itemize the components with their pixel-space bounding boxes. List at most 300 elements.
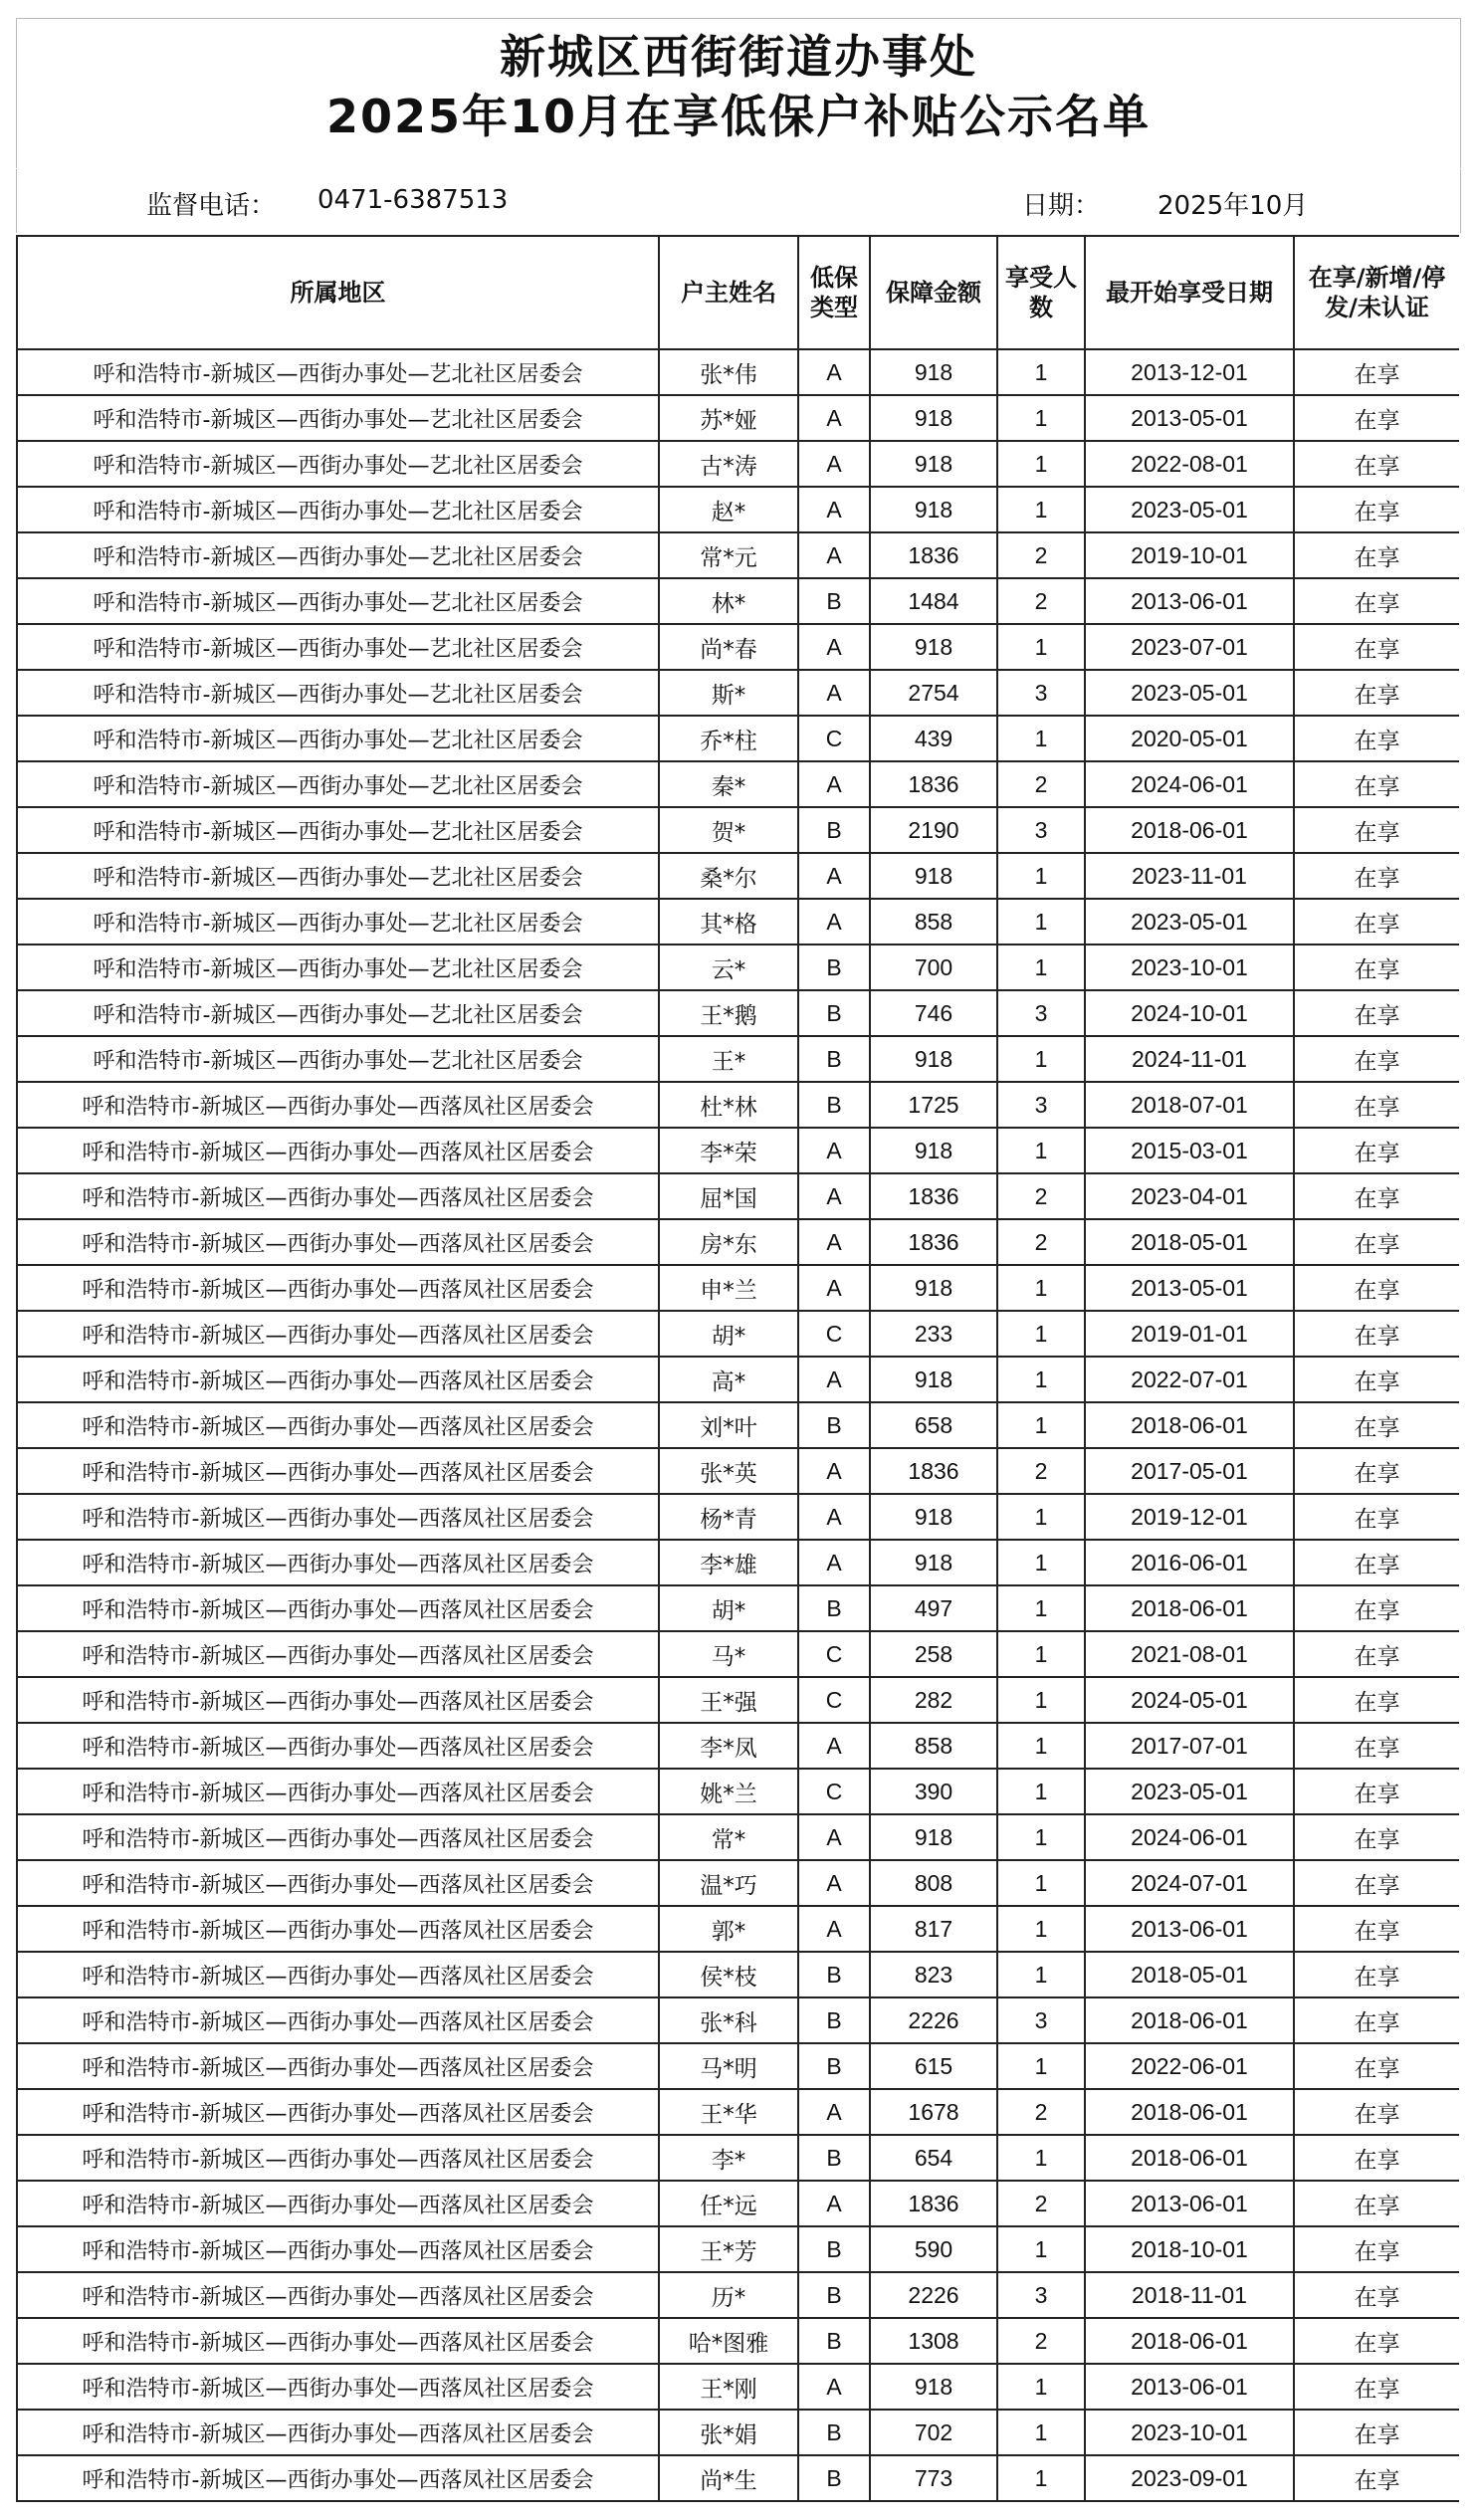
table-row (17, 2089, 1459, 2135)
cell-status: 在享 (1294, 349, 1459, 395)
cell-people: 3 (997, 1997, 1085, 2043)
table-row (17, 1677, 1459, 1723)
table-row (17, 1219, 1459, 1265)
cell-people: 2 (997, 2181, 1085, 2226)
cell-amount: 439 (870, 716, 997, 761)
cell-amount: 1678 (870, 2089, 997, 2135)
cell-area: 呼和浩特市-新城区—西街办事处—西落凤社区居委会 (17, 1860, 659, 1906)
cell-start-date: 2024-10-01 (1085, 990, 1294, 1036)
cell-name: 云* (659, 945, 798, 990)
cell-type: A (798, 1540, 870, 1585)
cell-people: 1 (997, 1860, 1085, 1906)
cell-start-date: 2024-11-01 (1085, 1036, 1294, 1082)
cell-start-date: 2018-06-01 (1085, 1997, 1294, 2043)
cell-start-date: 2023-10-01 (1085, 2410, 1294, 2455)
cell-type: B (798, 2410, 870, 2455)
cell-area: 呼和浩特市-新城区—西街办事处—西落凤社区居委会 (17, 1357, 659, 1402)
cell-people: 2 (997, 1448, 1085, 1494)
cell-amount: 918 (870, 1265, 997, 1311)
cell-type: A (798, 2181, 870, 2226)
cell-area: 呼和浩特市-新城区—西街办事处—艺北社区居委会 (17, 1036, 659, 1082)
cell-type: B (798, 578, 870, 624)
cell-area: 呼和浩特市-新城区—西街办事处—西落凤社区居委会 (17, 2226, 659, 2272)
cell-name: 王*刚 (659, 2364, 798, 2410)
cell-people: 1 (997, 899, 1085, 945)
cell-start-date: 2023-05-01 (1085, 487, 1294, 532)
cell-name: 李*雄 (659, 1540, 798, 1585)
cell-people: 3 (997, 990, 1085, 1036)
cell-people: 1 (997, 2043, 1085, 2089)
cell-start-date: 2013-06-01 (1085, 1906, 1294, 1952)
cell-name: 张*娟 (659, 2410, 798, 2455)
cell-start-date: 2022-08-01 (1085, 441, 1294, 487)
cell-people: 1 (997, 1769, 1085, 1814)
cell-status: 在享 (1294, 1082, 1459, 1128)
cell-name: 王*鹅 (659, 990, 798, 1036)
cell-people: 3 (997, 2272, 1085, 2318)
cell-amount: 654 (870, 2135, 997, 2181)
cell-status: 在享 (1294, 2226, 1459, 2272)
cell-status: 在享 (1294, 853, 1459, 899)
cell-area: 呼和浩特市-新城区—西街办事处—艺北社区居委会 (17, 670, 659, 716)
cell-start-date: 2018-05-01 (1085, 1952, 1294, 1997)
cell-start-date: 2024-06-01 (1085, 1814, 1294, 1860)
cell-people: 1 (997, 2455, 1085, 2501)
cell-people: 1 (997, 487, 1085, 532)
cell-amount: 918 (870, 1814, 997, 1860)
cell-amount: 1308 (870, 2318, 997, 2364)
cell-status: 在享 (1294, 2364, 1459, 2410)
cell-status: 在享 (1294, 624, 1459, 670)
cell-start-date: 2018-06-01 (1085, 2089, 1294, 2135)
cell-area: 呼和浩特市-新城区—西街办事处—西落凤社区居委会 (17, 1952, 659, 1997)
cell-amount: 808 (870, 1860, 997, 1906)
cell-area: 呼和浩特市-新城区—西街办事处—西落凤社区居委会 (17, 1769, 659, 1814)
table-row (17, 2135, 1459, 2181)
cell-start-date: 2018-06-01 (1085, 2135, 1294, 2181)
cell-amount: 497 (870, 1585, 997, 1631)
cell-people: 1 (997, 1814, 1085, 1860)
table-row (17, 1631, 1459, 1677)
cell-people: 2 (997, 1173, 1085, 1219)
cell-area: 呼和浩特市-新城区—西街办事处—艺北社区居委会 (17, 899, 659, 945)
cell-name: 温*巧 (659, 1860, 798, 1906)
cell-status: 在享 (1294, 1494, 1459, 1540)
cell-status: 在享 (1294, 807, 1459, 853)
cell-name: 张*科 (659, 1997, 798, 2043)
cell-type: A (798, 395, 870, 441)
cell-status: 在享 (1294, 1585, 1459, 1631)
cell-start-date: 2023-09-01 (1085, 2455, 1294, 2501)
cell-amount: 918 (870, 624, 997, 670)
table-row (17, 761, 1459, 807)
cell-amount: 233 (870, 1311, 997, 1357)
table-row (17, 945, 1459, 990)
date-label: 日期： (1022, 191, 1101, 221)
cell-amount: 918 (870, 441, 997, 487)
cell-status: 在享 (1294, 1906, 1459, 1952)
cell-area: 呼和浩特市-新城区—西街办事处—西落凤社区居委会 (17, 2135, 659, 2181)
cell-people: 2 (997, 2318, 1085, 2364)
cell-area: 呼和浩特市-新城区—西街办事处—艺北社区居委会 (17, 487, 659, 532)
cell-name: 刘*叶 (659, 1402, 798, 1448)
cell-status: 在享 (1294, 2318, 1459, 2364)
cell-type: A (798, 1814, 870, 1860)
cell-type: A (798, 349, 870, 395)
table-row (17, 2455, 1459, 2501)
cell-name: 桑*尔 (659, 853, 798, 899)
cell-name: 房*东 (659, 1219, 798, 1265)
meta-row (16, 169, 1461, 233)
table-row (17, 1952, 1459, 1997)
cell-start-date: 2018-05-01 (1085, 1219, 1294, 1265)
cell-area: 呼和浩特市-新城区—西街办事处—艺北社区居委会 (17, 716, 659, 761)
cell-start-date: 2017-05-01 (1085, 1448, 1294, 1494)
table-row (17, 1585, 1459, 1631)
cell-amount: 2190 (870, 807, 997, 853)
cell-people: 2 (997, 761, 1085, 807)
cell-status: 在享 (1294, 1402, 1459, 1448)
cell-amount: 2754 (870, 670, 997, 716)
cell-amount: 1836 (870, 761, 997, 807)
office-title: 新城区西街街道办事处 (500, 30, 977, 84)
cell-type: A (798, 1723, 870, 1769)
cell-amount: 918 (870, 487, 997, 532)
cell-start-date: 2023-05-01 (1085, 670, 1294, 716)
cell-people: 2 (997, 2089, 1085, 2135)
cell-start-date: 2013-06-01 (1085, 578, 1294, 624)
cell-name: 赵* (659, 487, 798, 532)
cell-name: 常*元 (659, 532, 798, 578)
table-body (17, 349, 1459, 2501)
cell-amount: 615 (870, 2043, 997, 2089)
table-row (17, 899, 1459, 945)
table-row (17, 2181, 1459, 2226)
header-amount: 保障金额 (870, 236, 997, 349)
cell-type: A (798, 853, 870, 899)
cell-name: 张*伟 (659, 349, 798, 395)
cell-amount: 746 (870, 990, 997, 1036)
cell-type: A (798, 2089, 870, 2135)
table-row (17, 1173, 1459, 1219)
cell-name: 胡* (659, 1585, 798, 1631)
cell-name: 其*格 (659, 899, 798, 945)
document-title: 2025年10月在享低保户补贴公示名单 (325, 90, 1152, 143)
cell-name: 王*强 (659, 1677, 798, 1723)
cell-name: 苏*娅 (659, 395, 798, 441)
cell-status: 在享 (1294, 1173, 1459, 1219)
cell-area: 呼和浩特市-新城区—西街办事处—西落凤社区居委会 (17, 1814, 659, 1860)
table-row (17, 1494, 1459, 1540)
cell-people: 3 (997, 807, 1085, 853)
table-row (17, 578, 1459, 624)
cell-people: 1 (997, 1677, 1085, 1723)
cell-name: 李*凤 (659, 1723, 798, 1769)
cell-people: 1 (997, 853, 1085, 899)
cell-start-date: 2019-01-01 (1085, 1311, 1294, 1357)
cell-start-date: 2023-10-01 (1085, 945, 1294, 990)
cell-amount: 2226 (870, 1997, 997, 2043)
cell-area: 呼和浩特市-新城区—西街办事处—西落凤社区居委会 (17, 1540, 659, 1585)
cell-status: 在享 (1294, 990, 1459, 1036)
cell-status: 在享 (1294, 2455, 1459, 2501)
cell-status: 在享 (1294, 487, 1459, 532)
cell-amount: 918 (870, 349, 997, 395)
cell-start-date: 2018-06-01 (1085, 2318, 1294, 2364)
cell-area: 呼和浩特市-新城区—西街办事处—西落凤社区居委会 (17, 1219, 659, 1265)
cell-area: 呼和浩特市-新城区—西街办事处—西落凤社区居委会 (17, 1585, 659, 1631)
table-row (17, 1769, 1459, 1814)
cell-status: 在享 (1294, 899, 1459, 945)
cell-name: 李* (659, 2135, 798, 2181)
table-row (17, 1311, 1459, 1357)
cell-type: A (798, 2364, 870, 2410)
cell-type: B (798, 2272, 870, 2318)
cell-type: A (798, 761, 870, 807)
cell-amount: 282 (870, 1677, 997, 1723)
subsidy-table (16, 235, 1459, 2502)
cell-amount: 700 (870, 945, 997, 990)
cell-amount: 258 (870, 1631, 997, 1677)
phone-number: 0471-6387513 (317, 185, 509, 215)
cell-start-date: 2023-11-01 (1085, 853, 1294, 899)
cell-area: 呼和浩特市-新城区—西街办事处—艺北社区居委会 (17, 349, 659, 395)
cell-type: B (798, 1997, 870, 2043)
cell-start-date: 2016-06-01 (1085, 1540, 1294, 1585)
cell-area: 呼和浩特市-新城区—西街办事处—艺北社区居委会 (17, 807, 659, 853)
cell-status: 在享 (1294, 2043, 1459, 2089)
cell-status: 在享 (1294, 532, 1459, 578)
table-row (17, 624, 1459, 670)
cell-status: 在享 (1294, 2272, 1459, 2318)
header-type: 低保类型 (798, 236, 870, 349)
cell-name: 马* (659, 1631, 798, 1677)
cell-status: 在享 (1294, 578, 1459, 624)
header-start-date: 最开始享受日期 (1085, 236, 1294, 349)
cell-people: 1 (997, 2410, 1085, 2455)
table-row (17, 395, 1459, 441)
cell-type: C (798, 1769, 870, 1814)
cell-start-date: 2022-07-01 (1085, 1357, 1294, 1402)
cell-name: 王*华 (659, 2089, 798, 2135)
cell-amount: 918 (870, 1540, 997, 1585)
cell-start-date: 2018-10-01 (1085, 2226, 1294, 2272)
cell-amount: 817 (870, 1906, 997, 1952)
table-row (17, 349, 1459, 395)
cell-start-date: 2018-06-01 (1085, 1585, 1294, 1631)
cell-name: 郭* (659, 1906, 798, 1952)
cell-area: 呼和浩特市-新城区—西街办事处—西落凤社区居委会 (17, 1723, 659, 1769)
cell-type: C (798, 1677, 870, 1723)
cell-start-date: 2018-07-01 (1085, 1082, 1294, 1128)
cell-start-date: 2018-06-01 (1085, 807, 1294, 853)
cell-area: 呼和浩特市-新城区—西街办事处—艺北社区居委会 (17, 624, 659, 670)
cell-type: A (798, 899, 870, 945)
cell-people: 1 (997, 1723, 1085, 1769)
cell-amount: 1725 (870, 1082, 997, 1128)
header-area: 所属地区 (17, 236, 659, 349)
cell-amount: 918 (870, 2364, 997, 2410)
cell-status: 在享 (1294, 761, 1459, 807)
cell-status: 在享 (1294, 1357, 1459, 1402)
cell-area: 呼和浩特市-新城区—西街办事处—西落凤社区居委会 (17, 1082, 659, 1128)
cell-people: 1 (997, 1128, 1085, 1173)
cell-area: 呼和浩特市-新城区—西街办事处—西落凤社区居委会 (17, 1906, 659, 1952)
cell-name: 哈*图雅 (659, 2318, 798, 2364)
cell-amount: 1836 (870, 1219, 997, 1265)
table-row (17, 2043, 1459, 2089)
cell-name: 杜*林 (659, 1082, 798, 1128)
cell-name: 王*芳 (659, 2226, 798, 2272)
cell-people: 1 (997, 1311, 1085, 1357)
cell-area: 呼和浩特市-新城区—西街办事处—西落凤社区居委会 (17, 2364, 659, 2410)
cell-name: 李*荣 (659, 1128, 798, 1173)
cell-name: 侯*枝 (659, 1952, 798, 1997)
cell-type: B (798, 1082, 870, 1128)
cell-start-date: 2018-06-01 (1085, 1402, 1294, 1448)
cell-area: 呼和浩特市-新城区—西街办事处—西落凤社区居委会 (17, 1997, 659, 2043)
cell-name: 乔*柱 (659, 716, 798, 761)
cell-people: 1 (997, 1494, 1085, 1540)
cell-status: 在享 (1294, 1128, 1459, 1173)
cell-amount: 823 (870, 1952, 997, 1997)
cell-status: 在享 (1294, 1311, 1459, 1357)
cell-people: 1 (997, 2364, 1085, 2410)
header-row (17, 236, 1459, 349)
cell-start-date: 2013-05-01 (1085, 1265, 1294, 1311)
cell-type: B (798, 990, 870, 1036)
cell-people: 2 (997, 578, 1085, 624)
cell-area: 呼和浩特市-新城区—西街办事处—西落凤社区居委会 (17, 1311, 659, 1357)
cell-status: 在享 (1294, 1631, 1459, 1677)
cell-area: 呼和浩特市-新城区—西街办事处—艺北社区居委会 (17, 853, 659, 899)
cell-people: 1 (997, 1036, 1085, 1082)
cell-area: 呼和浩特市-新城区—西街办事处—艺北社区居委会 (17, 761, 659, 807)
cell-name: 任*远 (659, 2181, 798, 2226)
table-row (17, 1723, 1459, 1769)
cell-start-date: 2017-07-01 (1085, 1723, 1294, 1769)
table-row (17, 716, 1459, 761)
cell-name: 马*明 (659, 2043, 798, 2089)
cell-area: 呼和浩特市-新城区—西街办事处—西落凤社区居委会 (17, 2318, 659, 2364)
cell-start-date: 2020-05-01 (1085, 716, 1294, 761)
cell-amount: 1836 (870, 1173, 997, 1219)
cell-area: 呼和浩特市-新城区—西街办事处—艺北社区居委会 (17, 395, 659, 441)
cell-people: 1 (997, 624, 1085, 670)
cell-people: 1 (997, 1265, 1085, 1311)
table-row (17, 1997, 1459, 2043)
cell-area: 呼和浩特市-新城区—西街办事处—西落凤社区居委会 (17, 2043, 659, 2089)
cell-status: 在享 (1294, 1860, 1459, 1906)
cell-status: 在享 (1294, 716, 1459, 761)
table-row (17, 2318, 1459, 2364)
cell-people: 1 (997, 1585, 1085, 1631)
table-row (17, 1906, 1459, 1952)
cell-people: 1 (997, 1631, 1085, 1677)
cell-status: 在享 (1294, 2410, 1459, 2455)
phone-label: 监督电话： (146, 191, 277, 221)
cell-start-date: 2022-06-01 (1085, 2043, 1294, 2089)
table-row (17, 1402, 1459, 1448)
cell-status: 在享 (1294, 1265, 1459, 1311)
cell-status: 在享 (1294, 1723, 1459, 1769)
cell-status: 在享 (1294, 441, 1459, 487)
cell-type: B (798, 945, 870, 990)
table-row (17, 532, 1459, 578)
cell-area: 呼和浩特市-新城区—西街办事处—艺北社区居委会 (17, 532, 659, 578)
cell-area: 呼和浩特市-新城区—西街办事处—艺北社区居委会 (17, 441, 659, 487)
cell-type: A (798, 487, 870, 532)
cell-type: A (798, 1448, 870, 1494)
cell-amount: 1484 (870, 578, 997, 624)
cell-type: A (798, 532, 870, 578)
cell-name: 斯* (659, 670, 798, 716)
cell-amount: 1836 (870, 2181, 997, 2226)
cell-people: 1 (997, 945, 1085, 990)
table-row (17, 2410, 1459, 2455)
cell-type: A (798, 1357, 870, 1402)
cell-area: 呼和浩特市-新城区—西街办事处—西落凤社区居委会 (17, 1494, 659, 1540)
cell-name: 申*兰 (659, 1265, 798, 1311)
cell-type: A (798, 441, 870, 487)
cell-people: 1 (997, 1402, 1085, 1448)
cell-start-date: 2013-05-01 (1085, 395, 1294, 441)
cell-people: 1 (997, 1906, 1085, 1952)
cell-people: 1 (997, 349, 1085, 395)
cell-type: A (798, 1219, 870, 1265)
cell-status: 在享 (1294, 670, 1459, 716)
cell-amount: 918 (870, 853, 997, 899)
cell-type: B (798, 2043, 870, 2089)
cell-type: B (798, 2226, 870, 2272)
cell-type: A (798, 1265, 870, 1311)
cell-status: 在享 (1294, 2135, 1459, 2181)
cell-status: 在享 (1294, 1540, 1459, 1585)
table-row (17, 2226, 1459, 2272)
cell-type: B (798, 2135, 870, 2181)
cell-amount: 918 (870, 1128, 997, 1173)
cell-type: B (798, 1402, 870, 1448)
header-status: 在享/新增/停发/未认证 (1294, 236, 1459, 349)
cell-start-date: 2019-12-01 (1085, 1494, 1294, 1540)
cell-people: 1 (997, 1540, 1085, 1585)
cell-status: 在享 (1294, 395, 1459, 441)
cell-type: A (798, 624, 870, 670)
cell-status: 在享 (1294, 1219, 1459, 1265)
cell-type: A (798, 1128, 870, 1173)
cell-people: 1 (997, 1357, 1085, 1402)
cell-name: 姚*兰 (659, 1769, 798, 1814)
cell-status: 在享 (1294, 1814, 1459, 1860)
table-row (17, 2272, 1459, 2318)
cell-name: 历* (659, 2272, 798, 2318)
cell-name: 胡* (659, 1311, 798, 1357)
cell-status: 在享 (1294, 1036, 1459, 1082)
cell-status: 在享 (1294, 2089, 1459, 2135)
cell-area: 呼和浩特市-新城区—西街办事处—西落凤社区居委会 (17, 1173, 659, 1219)
cell-people: 1 (997, 716, 1085, 761)
cell-amount: 1836 (870, 1448, 997, 1494)
cell-people: 1 (997, 2226, 1085, 2272)
cell-type: C (798, 716, 870, 761)
table-row (17, 670, 1459, 716)
table-row (17, 1357, 1459, 1402)
cell-start-date: 2013-12-01 (1085, 349, 1294, 395)
cell-type: B (798, 2455, 870, 2501)
cell-start-date: 2023-04-01 (1085, 1173, 1294, 1219)
cell-type: B (798, 1036, 870, 1082)
cell-area: 呼和浩特市-新城区—西街办事处—西落凤社区居委会 (17, 1631, 659, 1677)
